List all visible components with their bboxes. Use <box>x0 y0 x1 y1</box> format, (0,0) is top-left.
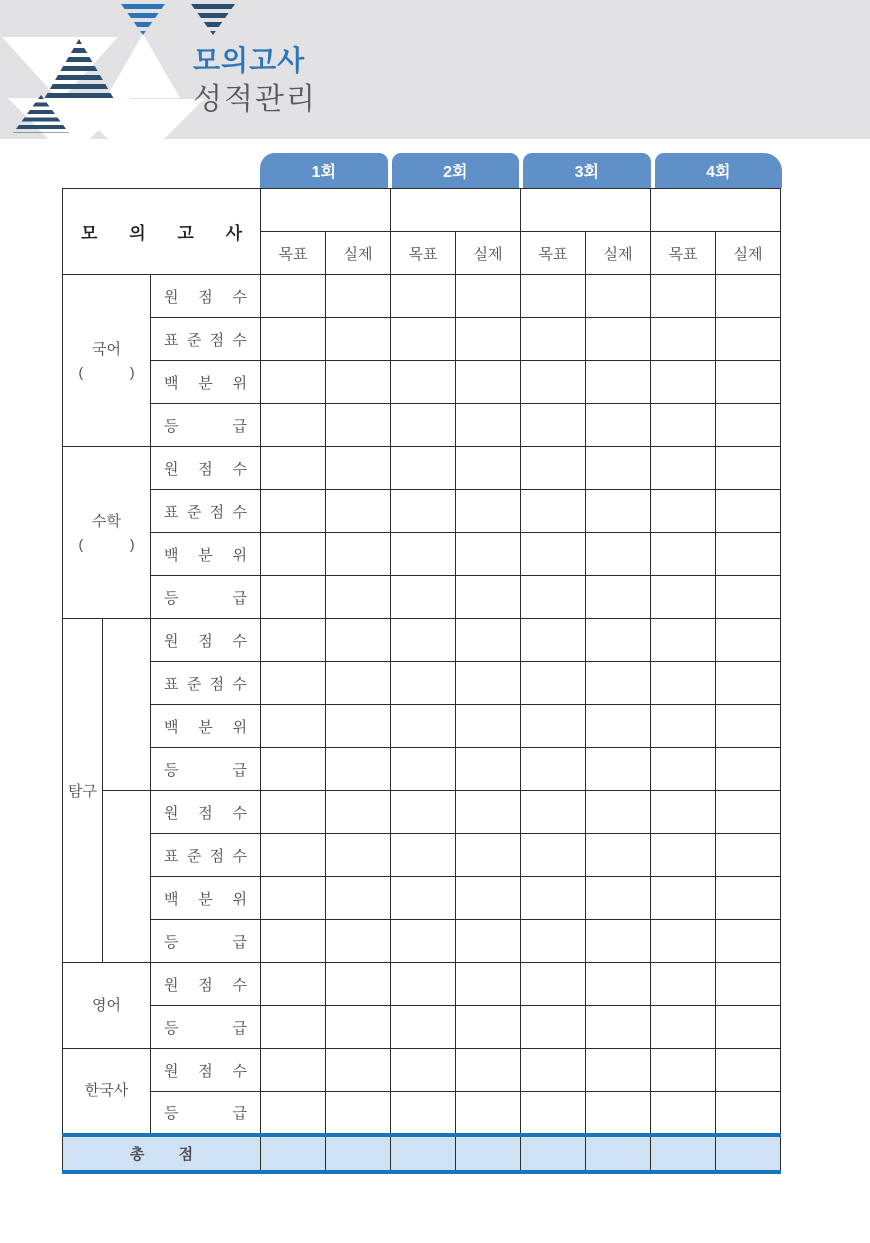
score-cell[interactable] <box>586 361 651 404</box>
total-score-cell[interactable] <box>261 1135 326 1172</box>
score-cell[interactable] <box>326 920 391 963</box>
total-score-cell[interactable] <box>521 1135 586 1172</box>
score-cell[interactable] <box>716 1006 781 1049</box>
tab-round-2: 2회 <box>392 153 520 188</box>
col-header-actual: 실제 <box>586 232 651 275</box>
total-score-cell[interactable] <box>326 1135 391 1172</box>
total-score-cell[interactable] <box>651 1135 716 1172</box>
score-cell[interactable] <box>456 361 521 404</box>
score-cell[interactable] <box>651 576 716 619</box>
score-cell[interactable] <box>716 877 781 920</box>
score-cell[interactable] <box>651 361 716 404</box>
score-cell[interactable] <box>261 619 326 662</box>
score-cell[interactable] <box>521 920 586 963</box>
score-cell[interactable] <box>261 963 326 1006</box>
metric-label: 백 분 위 <box>151 877 261 920</box>
score-cell[interactable] <box>521 533 586 576</box>
score-cell[interactable] <box>521 447 586 490</box>
score-cell[interactable] <box>521 404 586 447</box>
score-cell[interactable] <box>261 1006 326 1049</box>
row-total <box>63 1135 781 1172</box>
score-cell[interactable] <box>391 1092 456 1135</box>
score-cell[interactable] <box>521 1049 586 1092</box>
metric-label: 원 점 수 <box>151 619 261 662</box>
score-cell[interactable] <box>326 361 391 404</box>
score-cell[interactable] <box>456 748 521 791</box>
page-subtitle: 성적관리 <box>193 82 317 116</box>
score-cell[interactable] <box>261 920 326 963</box>
score-cell[interactable] <box>456 791 521 834</box>
score-cell[interactable] <box>651 705 716 748</box>
score-cell[interactable] <box>261 662 326 705</box>
score-cell[interactable] <box>391 1049 456 1092</box>
score-cell[interactable] <box>391 834 456 877</box>
score-cell[interactable] <box>326 877 391 920</box>
score-cell[interactable] <box>586 1049 651 1092</box>
corner-header: 모 의 고 사 <box>63 189 261 275</box>
score-cell[interactable] <box>716 318 781 361</box>
total-score-cell[interactable] <box>456 1135 521 1172</box>
score-cell[interactable] <box>261 834 326 877</box>
table-row <box>63 533 781 576</box>
tab-round-1: 1회 <box>260 153 388 188</box>
subject-cell-korean-history: 한국사 <box>63 1049 151 1135</box>
score-cell[interactable] <box>456 404 521 447</box>
round-tabs <box>260 153 782 188</box>
metric-label: 원 점 수 <box>151 275 261 318</box>
metric-label: 백 분 위 <box>151 361 261 404</box>
score-cell[interactable] <box>326 963 391 1006</box>
score-cell[interactable] <box>326 318 391 361</box>
score-cell[interactable] <box>326 619 391 662</box>
metric-label: 원 점 수 <box>151 447 261 490</box>
table-row <box>63 1006 781 1049</box>
score-cell[interactable] <box>521 1006 586 1049</box>
score-cell[interactable] <box>326 662 391 705</box>
score-cell[interactable] <box>716 490 781 533</box>
score-cell[interactable] <box>456 619 521 662</box>
score-cell[interactable] <box>521 318 586 361</box>
metric-label: 등 급 <box>151 576 261 619</box>
score-cell[interactable] <box>391 662 456 705</box>
score-cell[interactable] <box>326 447 391 490</box>
score-cell[interactable] <box>586 705 651 748</box>
score-cell[interactable] <box>716 791 781 834</box>
score-cell[interactable] <box>651 748 716 791</box>
score-cell[interactable] <box>716 963 781 1006</box>
score-cell[interactable] <box>586 748 651 791</box>
score-cell[interactable] <box>651 791 716 834</box>
metric-label: 백 분 위 <box>151 705 261 748</box>
metric-label: 등 급 <box>151 404 261 447</box>
score-cell[interactable] <box>391 877 456 920</box>
score-cell[interactable] <box>716 1049 781 1092</box>
score-cell[interactable] <box>651 834 716 877</box>
score-cell[interactable] <box>261 318 326 361</box>
metric-label: 백 분 위 <box>151 533 261 576</box>
score-cell[interactable] <box>326 705 391 748</box>
score-cell[interactable] <box>716 361 781 404</box>
score-cell[interactable] <box>456 662 521 705</box>
table-row <box>63 275 781 318</box>
score-cell[interactable] <box>391 920 456 963</box>
score-cell[interactable] <box>456 490 521 533</box>
metric-label: 등 급 <box>151 1092 261 1135</box>
score-cell[interactable] <box>586 275 651 318</box>
row-round-name <box>63 189 781 232</box>
subject-note: ( ) <box>78 363 135 380</box>
score-cell[interactable] <box>521 1092 586 1135</box>
score-cell[interactable] <box>716 1092 781 1135</box>
score-cell[interactable] <box>391 533 456 576</box>
score-cell[interactable] <box>391 361 456 404</box>
score-cell[interactable] <box>456 877 521 920</box>
score-cell[interactable] <box>326 1049 391 1092</box>
metric-label: 등 급 <box>151 1006 261 1049</box>
score-cell[interactable] <box>326 490 391 533</box>
col-header-actual: 실제 <box>456 232 521 275</box>
score-cell[interactable] <box>456 920 521 963</box>
score-cell[interactable] <box>586 834 651 877</box>
score-cell[interactable] <box>261 1092 326 1135</box>
subject-label: 국어 <box>92 340 121 358</box>
col-header-goal: 목표 <box>261 232 326 275</box>
score-cell[interactable] <box>716 920 781 963</box>
table-row <box>63 404 781 447</box>
score-cell[interactable] <box>456 533 521 576</box>
table-row <box>63 318 781 361</box>
metric-label: 표 준 점 수 <box>151 834 261 877</box>
score-cell[interactable] <box>651 533 716 576</box>
score-cell[interactable] <box>716 662 781 705</box>
page-title: 모의고사 <box>193 45 306 76</box>
table-row <box>63 662 781 705</box>
score-cell[interactable] <box>716 576 781 619</box>
table-row <box>63 705 781 748</box>
score-cell[interactable] <box>456 834 521 877</box>
score-cell[interactable] <box>586 404 651 447</box>
score-cell[interactable] <box>586 963 651 1006</box>
score-cell[interactable] <box>521 791 586 834</box>
score-cell[interactable] <box>521 877 586 920</box>
score-cell[interactable] <box>391 1006 456 1049</box>
table-row <box>63 447 781 490</box>
logo-triangle-blue-striped-icon <box>121 4 165 35</box>
score-cell[interactable] <box>521 490 586 533</box>
score-cell[interactable] <box>521 361 586 404</box>
score-cell[interactable] <box>521 748 586 791</box>
subject-note: ( ) <box>78 535 135 552</box>
table-row <box>63 1092 781 1135</box>
metric-label: 등 급 <box>151 920 261 963</box>
col-header-goal: 목표 <box>391 232 456 275</box>
score-cell[interactable] <box>651 447 716 490</box>
score-cell[interactable] <box>716 275 781 318</box>
score-cell[interactable] <box>651 275 716 318</box>
metric-label: 등 급 <box>151 748 261 791</box>
score-cell[interactable] <box>651 963 716 1006</box>
score-cell[interactable] <box>651 877 716 920</box>
score-cell[interactable] <box>716 748 781 791</box>
score-cell[interactable] <box>326 404 391 447</box>
score-cell[interactable] <box>521 576 586 619</box>
table-row <box>63 619 781 662</box>
score-cell[interactable] <box>456 705 521 748</box>
score-cell[interactable] <box>326 275 391 318</box>
score-cell[interactable] <box>586 576 651 619</box>
col-header-goal: 목표 <box>521 232 586 275</box>
score-cell[interactable] <box>651 1092 716 1135</box>
subject-cell-korean <box>63 275 151 447</box>
score-cell[interactable] <box>391 275 456 318</box>
score-cell[interactable] <box>261 877 326 920</box>
score-cell[interactable] <box>521 705 586 748</box>
score-cell[interactable] <box>391 490 456 533</box>
page-title-block <box>193 46 317 116</box>
score-cell[interactable] <box>261 490 326 533</box>
score-cell[interactable] <box>326 791 391 834</box>
header-banner <box>0 0 870 139</box>
score-table <box>62 188 781 1174</box>
score-cell[interactable] <box>651 619 716 662</box>
score-cell[interactable] <box>391 748 456 791</box>
score-cell[interactable] <box>716 834 781 877</box>
score-cell[interactable] <box>586 1092 651 1135</box>
score-cell[interactable] <box>391 791 456 834</box>
metric-label: 표 준 점 수 <box>151 662 261 705</box>
score-cell[interactable] <box>456 1006 521 1049</box>
score-cell[interactable] <box>586 490 651 533</box>
score-cell[interactable] <box>391 404 456 447</box>
logo-triangle-white-icon <box>106 34 180 98</box>
table-row <box>63 834 781 877</box>
score-cell[interactable] <box>391 705 456 748</box>
total-score-cell[interactable] <box>716 1135 781 1172</box>
table-row <box>63 920 781 963</box>
score-cell[interactable] <box>716 705 781 748</box>
round-name-cell[interactable] <box>521 189 651 232</box>
score-cell[interactable] <box>651 1006 716 1049</box>
score-cell[interactable] <box>391 963 456 1006</box>
score-cell[interactable] <box>586 447 651 490</box>
score-cell[interactable] <box>326 576 391 619</box>
score-cell[interactable] <box>586 791 651 834</box>
score-cell[interactable] <box>716 404 781 447</box>
subject-cell-english: 영어 <box>63 963 151 1049</box>
score-cell[interactable] <box>261 1049 326 1092</box>
score-cell[interactable] <box>261 791 326 834</box>
logo-triangle-navy-striped-icon <box>191 4 235 35</box>
score-cell[interactable] <box>326 1006 391 1049</box>
score-cell[interactable] <box>261 705 326 748</box>
round-name-cell[interactable] <box>651 189 781 232</box>
score-cell[interactable] <box>456 1092 521 1135</box>
tab-round-3: 3회 <box>523 153 651 188</box>
score-cell[interactable] <box>586 1006 651 1049</box>
round-name-cell[interactable] <box>391 189 521 232</box>
total-label: 총 점 <box>63 1135 261 1172</box>
round-name-cell[interactable] <box>261 189 391 232</box>
score-cell[interactable] <box>521 619 586 662</box>
table-row <box>63 490 781 533</box>
score-cell[interactable] <box>456 1049 521 1092</box>
metric-label: 표 준 점 수 <box>151 318 261 361</box>
score-cell[interactable] <box>261 748 326 791</box>
score-cell[interactable] <box>586 920 651 963</box>
score-cell[interactable] <box>456 576 521 619</box>
score-cell[interactable] <box>521 834 586 877</box>
score-cell[interactable] <box>261 275 326 318</box>
score-cell[interactable] <box>456 963 521 1006</box>
score-cell[interactable] <box>261 447 326 490</box>
score-cell[interactable] <box>261 533 326 576</box>
score-cell[interactable] <box>326 1092 391 1135</box>
table-row <box>63 877 781 920</box>
tab-round-4: 4회 <box>655 153 783 188</box>
total-score-cell[interactable] <box>586 1135 651 1172</box>
score-cell[interactable] <box>261 576 326 619</box>
subject-cell-math <box>63 447 151 619</box>
score-cell[interactable] <box>261 404 326 447</box>
col-header-goal: 목표 <box>651 232 716 275</box>
table-row <box>63 361 781 404</box>
score-cell[interactable] <box>651 318 716 361</box>
score-cell[interactable] <box>716 619 781 662</box>
metric-label: 원 점 수 <box>151 1049 261 1092</box>
score-cell[interactable] <box>456 275 521 318</box>
col-header-actual: 실제 <box>716 232 781 275</box>
score-cell[interactable] <box>586 533 651 576</box>
score-cell[interactable] <box>521 662 586 705</box>
total-score-cell[interactable] <box>391 1135 456 1172</box>
score-cell[interactable] <box>586 662 651 705</box>
score-cell[interactable] <box>586 877 651 920</box>
table-row <box>63 791 781 834</box>
table-row <box>63 963 781 1006</box>
score-cell[interactable] <box>261 361 326 404</box>
score-cell[interactable] <box>456 447 521 490</box>
inquiry-subject-input-cell[interactable] <box>103 619 151 791</box>
score-cell[interactable] <box>521 963 586 1006</box>
metric-label: 표 준 점 수 <box>151 490 261 533</box>
score-cell[interactable] <box>521 275 586 318</box>
inquiry-subject-input-cell[interactable] <box>103 791 151 963</box>
score-cell[interactable] <box>326 748 391 791</box>
col-header-actual: 실제 <box>326 232 391 275</box>
score-cell[interactable] <box>391 318 456 361</box>
subject-label: 수학 <box>92 512 121 530</box>
table-row <box>63 1049 781 1092</box>
subject-cell-inquiry: 탐구 <box>63 619 103 963</box>
score-cell[interactable] <box>326 834 391 877</box>
score-cell[interactable] <box>586 619 651 662</box>
score-cell[interactable] <box>586 318 651 361</box>
score-cell[interactable] <box>651 920 716 963</box>
score-cell[interactable] <box>391 447 456 490</box>
score-cell[interactable] <box>716 533 781 576</box>
score-cell[interactable] <box>651 1049 716 1092</box>
table-row <box>63 576 781 619</box>
score-cell[interactable] <box>391 619 456 662</box>
score-cell[interactable] <box>651 404 716 447</box>
score-cell[interactable] <box>326 533 391 576</box>
metric-label: 원 점 수 <box>151 791 261 834</box>
score-cell[interactable] <box>651 662 716 705</box>
score-cell[interactable] <box>716 447 781 490</box>
score-cell[interactable] <box>651 490 716 533</box>
score-cell[interactable] <box>391 576 456 619</box>
score-cell[interactable] <box>456 318 521 361</box>
metric-label: 원 점 수 <box>151 963 261 1006</box>
table-row <box>63 748 781 791</box>
